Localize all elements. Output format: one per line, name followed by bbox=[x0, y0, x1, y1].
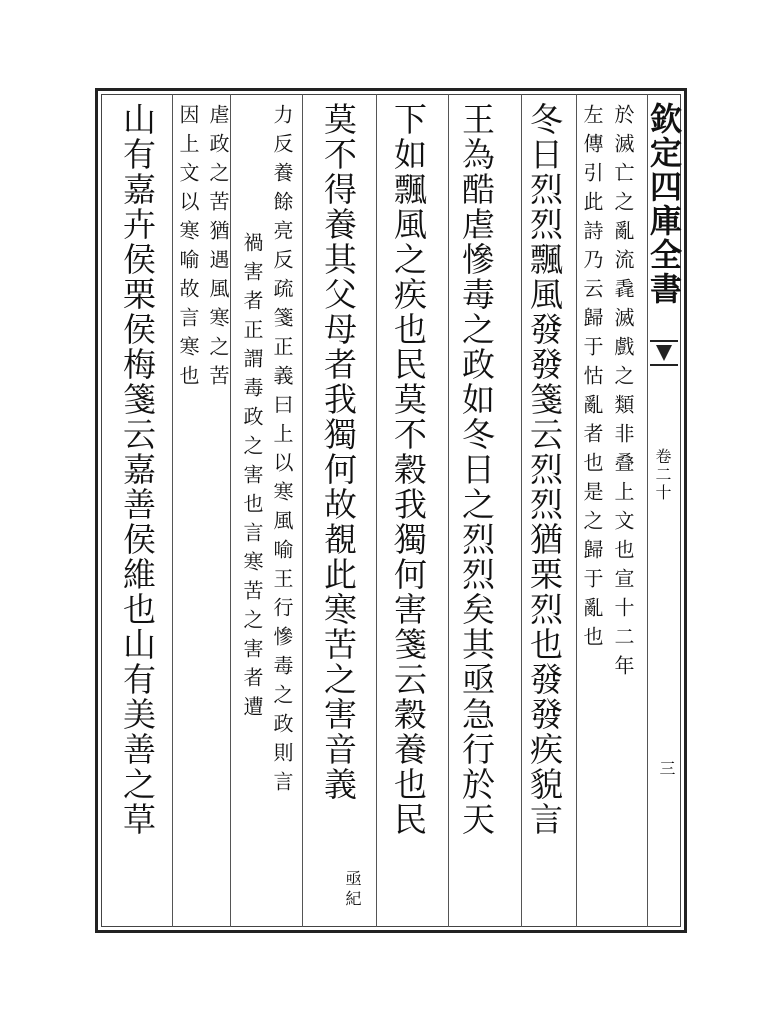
book-title: 欽定四庫全書 bbox=[645, 102, 683, 306]
text-column-6: 莫不得養其父母者我獨何故覩此寒苦之害音義 bbox=[319, 102, 358, 802]
column-divider bbox=[448, 94, 449, 927]
column-divider bbox=[376, 94, 377, 927]
page-number: 三 bbox=[657, 760, 676, 776]
text-column-4: 王為酷虐慘毒之政如冬日之烈烈矣其亟急行於天 bbox=[457, 102, 496, 837]
header-band bbox=[645, 96, 683, 336]
text-column-9: 虐政之苦猶遇風寒之苦 bbox=[206, 104, 230, 394]
column-divider bbox=[302, 94, 303, 927]
text-column-8: 禍害者正謂毒政之害也言寒苦之害者遭 bbox=[240, 232, 264, 725]
fish-tail-mark-icon bbox=[650, 340, 678, 366]
text-column-1: 於滅亡之亂流毳滅戲之類非叠上文也宣十二年 bbox=[611, 104, 635, 684]
text-column-10: 因上文以寒喻故言寒也 bbox=[176, 104, 200, 394]
column-divider bbox=[576, 94, 577, 927]
column-divider bbox=[230, 94, 231, 927]
text-column-11: 山有嘉卉侯栗侯梅箋云嘉善侯維也山有美善之草 bbox=[118, 102, 157, 837]
volume-label: 卷二十 bbox=[653, 448, 672, 502]
text-column-7: 力反養餘亮反疏箋正義曰上以寒風喻王行慘毒之政則言 bbox=[270, 104, 294, 800]
column-divider bbox=[521, 94, 522, 927]
text-column-6-note: 亟紀 bbox=[343, 870, 362, 910]
text-column-5: 下如飄風之疾也民莫不穀我獨何害箋云穀養也民 bbox=[389, 102, 428, 837]
text-column-2: 左傳引此詩乃云歸于怙亂者也是之歸于亂也 bbox=[580, 104, 604, 655]
text-column-3: 冬日烈烈飄風發發箋云烈烈猶栗烈也發發疾貌言 bbox=[525, 102, 564, 837]
column-divider bbox=[172, 94, 173, 927]
